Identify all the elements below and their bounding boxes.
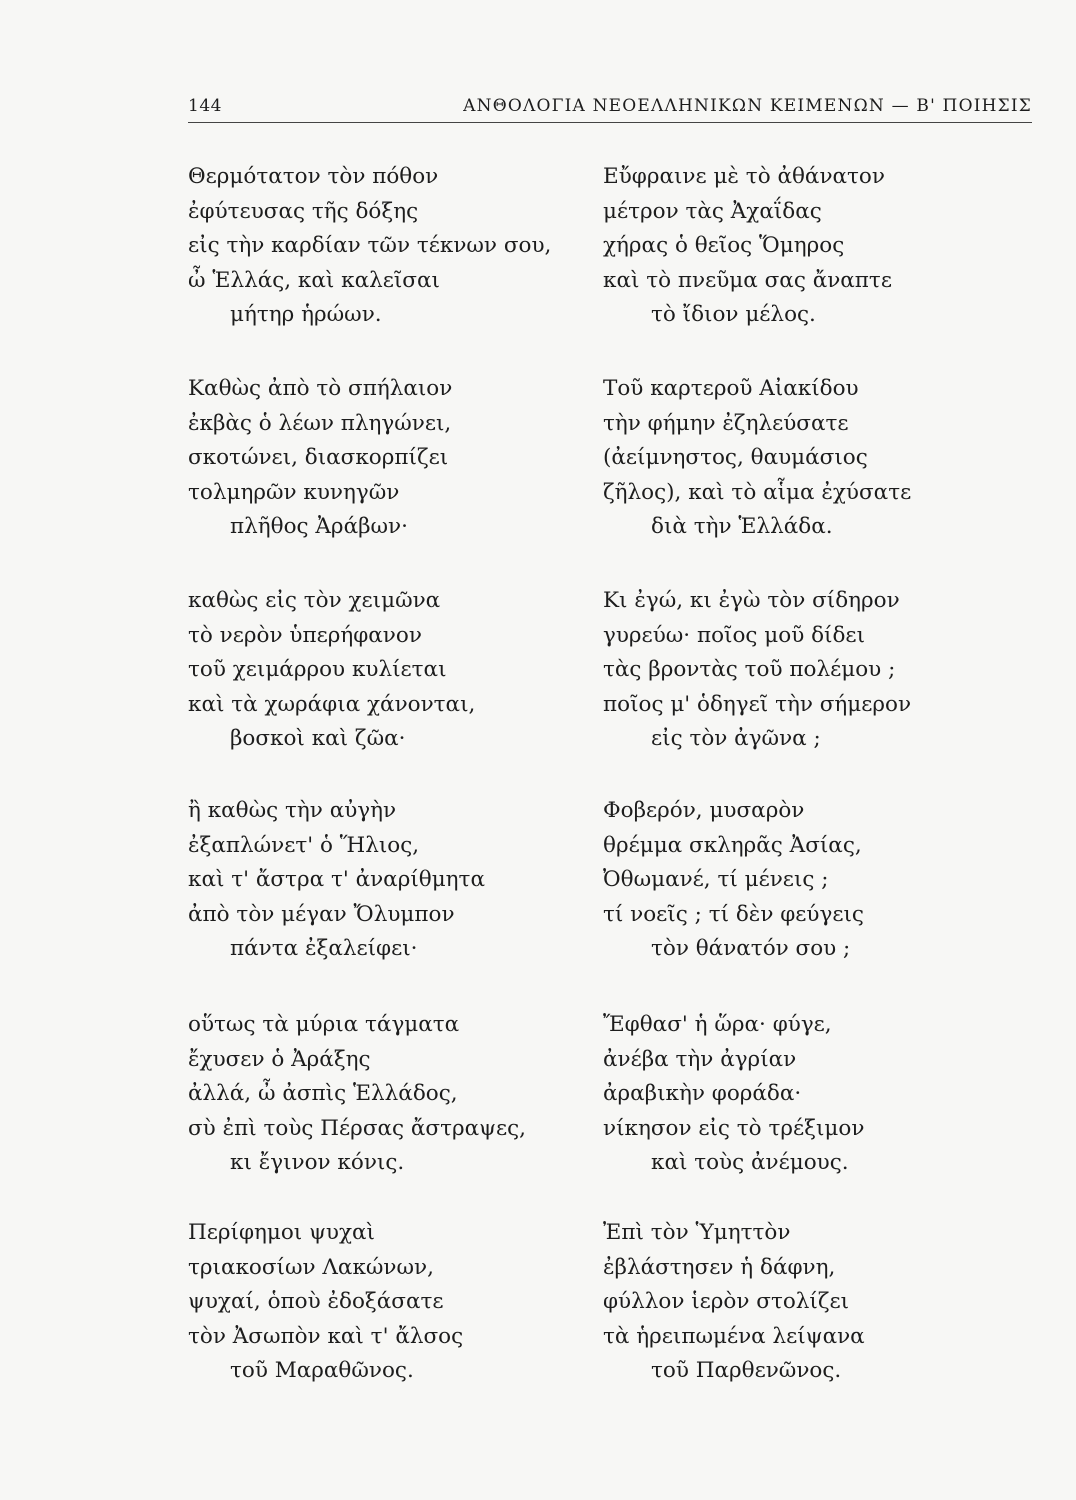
verse-line: ἀραβικὴν φοράδα· — [603, 1081, 802, 1106]
verse-line: καθὼς εἰς τὸν χειμῶνα — [188, 588, 441, 613]
verse-line: Ἔφθασ' ἡ ὥρα· φύγε, — [603, 1012, 832, 1037]
verse-line: χήρας ὁ θεῖος Ὅμηρος — [603, 233, 845, 258]
verse-line: οὕτως τὰ μύρια τάγματα — [188, 1012, 460, 1037]
verse-line: μήτηρ ἡρώων. — [230, 302, 382, 327]
verse-line: ἔχυσεν ὁ Ἀράξης — [188, 1046, 371, 1072]
verse-line: τοῦ χειμάρρου κυλίεται — [188, 657, 447, 682]
verse-line: ἐξαπλώνετ' ὁ Ἥλιος, — [188, 832, 420, 858]
left-stanza — [188, 794, 588, 967]
verse-line: τὰ ἡρειπωμένα λείψανα — [603, 1323, 865, 1349]
left-stanza — [188, 372, 588, 545]
verse-line: τὴν φήμην ἐζηλεύσατε — [603, 410, 849, 436]
verse-line: εἰς τὸν ἀγῶνα ; — [651, 726, 821, 751]
verse-line: φύλλον ἱερὸν στολίζει — [603, 1289, 850, 1314]
right-stanza — [603, 794, 1013, 967]
verse-line: Εὔφραινε μὲ τὸ ἀθάνατον — [603, 164, 885, 189]
verse-line: ἢ καθὼς τὴν αὐγὴν — [188, 798, 397, 823]
verse-line: Θερμότατον τὸν πόθον — [188, 164, 439, 189]
verse-line: ἀπὸ τὸν μέγαν Ὄλυμπον — [188, 901, 455, 927]
verse-line: Περίφημοι ψυχαὶ — [188, 1220, 375, 1245]
verse-line: τί νοεῖς ; τί δὲν φεύγεις — [603, 901, 864, 927]
verse-line: ἀνέβα τὴν ἀγρίαν — [603, 1046, 797, 1072]
verse-line: θρέμμα σκληρᾶς Ἀσίας, — [603, 832, 862, 858]
left-stanza — [188, 584, 588, 757]
page-header — [188, 96, 1032, 123]
verse-line: τὸν θάνατόν σου ; — [651, 936, 851, 961]
verse-line: γυρεύω· ποῖος μοῦ δίδει — [603, 622, 865, 648]
right-stanza — [603, 1008, 1013, 1181]
right-stanza — [603, 160, 1013, 333]
verse-line: ἐκβὰς ὁ λέων πληγώνει, — [188, 410, 452, 436]
verse-line: καὶ τ' ἄστρα τ' ἀναρίθμητα — [188, 867, 485, 892]
verse-line: Καθὼς ἀπὸ τὸ σπήλαιον — [188, 376, 453, 401]
verse-line: τὸ νερὸν ὑπερήφανον — [188, 622, 422, 648]
right-stanza — [603, 584, 1013, 757]
verse-line: βοσκοὶ καὶ ζῶα· — [230, 726, 406, 751]
verse-line: Φοβερόν, μυσαρὸν — [603, 798, 805, 823]
verse-line: Κι ἐγώ, κι ἐγὼ τὸν σίδηρον — [603, 588, 900, 613]
left-stanza — [188, 160, 588, 333]
verse-line: καὶ τὸ πνεῦμα σας ἄναπτε — [603, 267, 892, 293]
verse-line: τὸ ἴδιον μέλος. — [651, 302, 816, 327]
verse-line: ἐβλάστησεν ἡ δάφνη, — [603, 1254, 836, 1280]
verse-line: σὺ ἐπὶ τοὺς Πέρσας ἄστραψες, — [188, 1115, 527, 1141]
verse-line: ἐφύτευσας τῆς δόξης — [188, 198, 419, 224]
verse-line: κι ἔγινον κόνις. — [230, 1150, 405, 1175]
verse-line: μέτρον τὰς Ἀχαΐδας — [603, 198, 822, 224]
verse-line: τολμηρῶν κυνηγῶν — [188, 479, 400, 505]
verse-line: (ἀείμνηστος, θαυμάσιος — [603, 445, 868, 470]
right-stanza — [603, 372, 1013, 545]
verse-line: ἀλλά, ὦ ἀσπὶς Ἑλλάδος, — [188, 1081, 458, 1106]
verse-line: πάντα ἐξαλείφει· — [230, 936, 418, 961]
verse-line: καὶ τὰ χωράφια χάνονται, — [188, 691, 476, 717]
right-stanza — [603, 1216, 1013, 1389]
verse-line: διὰ τὴν Ἑλλάδα. — [651, 514, 833, 539]
left-stanza — [188, 1008, 588, 1181]
verse-line: τοῦ Παρθενῶνος. — [651, 1358, 842, 1383]
running-title: ΑΝΘΟΛΟΓΙΑ ΝΕΟΕΛΛΗΝΙΚΩΝ ΚΕΙΜΕΝΩΝ — Β' ΠΟΙΗΣΙΣ — [463, 96, 1032, 116]
page-number: 144 — [188, 96, 222, 116]
verse-line: Τοῦ καρτεροῦ Αἰακίδου — [603, 376, 859, 401]
verse-line: νίκησον εἰς τὸ τρέξιμον — [603, 1115, 865, 1141]
verse-line: ζῆλος), καὶ τὸ αἷμα ἐχύσατε — [603, 479, 912, 505]
verse-line: καὶ τοὺς ἀνέμους. — [651, 1150, 849, 1175]
verse-line: τὸν Ἀσωπὸν καὶ τ' ἄλσος — [188, 1323, 464, 1349]
left-stanza — [188, 1216, 588, 1389]
verse-line: ψυχαί, ὁποὺ ἐδοξάσατε — [188, 1289, 444, 1314]
verse-line: εἰς τὴν καρδίαν τῶν τέκνων σου, — [188, 233, 552, 258]
verse-line: τριακοσίων Λακώνων, — [188, 1254, 434, 1280]
verse-line: τοῦ Μαραθῶνος. — [230, 1358, 414, 1383]
verse-line: ποῖος μ' ὁδηγεῖ τὴν σήμερον — [603, 691, 912, 717]
verse-line: πλῆθος Ἀράβων· — [230, 514, 408, 539]
verse-line: Ἐπὶ τὸν Ὑμηττὸν — [603, 1220, 791, 1245]
verse-line: τὰς βροντὰς τοῦ πολέμου ; — [603, 657, 896, 682]
verse-line: ὦ Ἑλλάς, καὶ καλεῖσαι — [188, 267, 440, 293]
verse-line: Ὀθωμανέ, τί μένεις ; — [603, 867, 829, 892]
verse-line: σκοτώνει, διασκορπίζει — [188, 445, 449, 470]
